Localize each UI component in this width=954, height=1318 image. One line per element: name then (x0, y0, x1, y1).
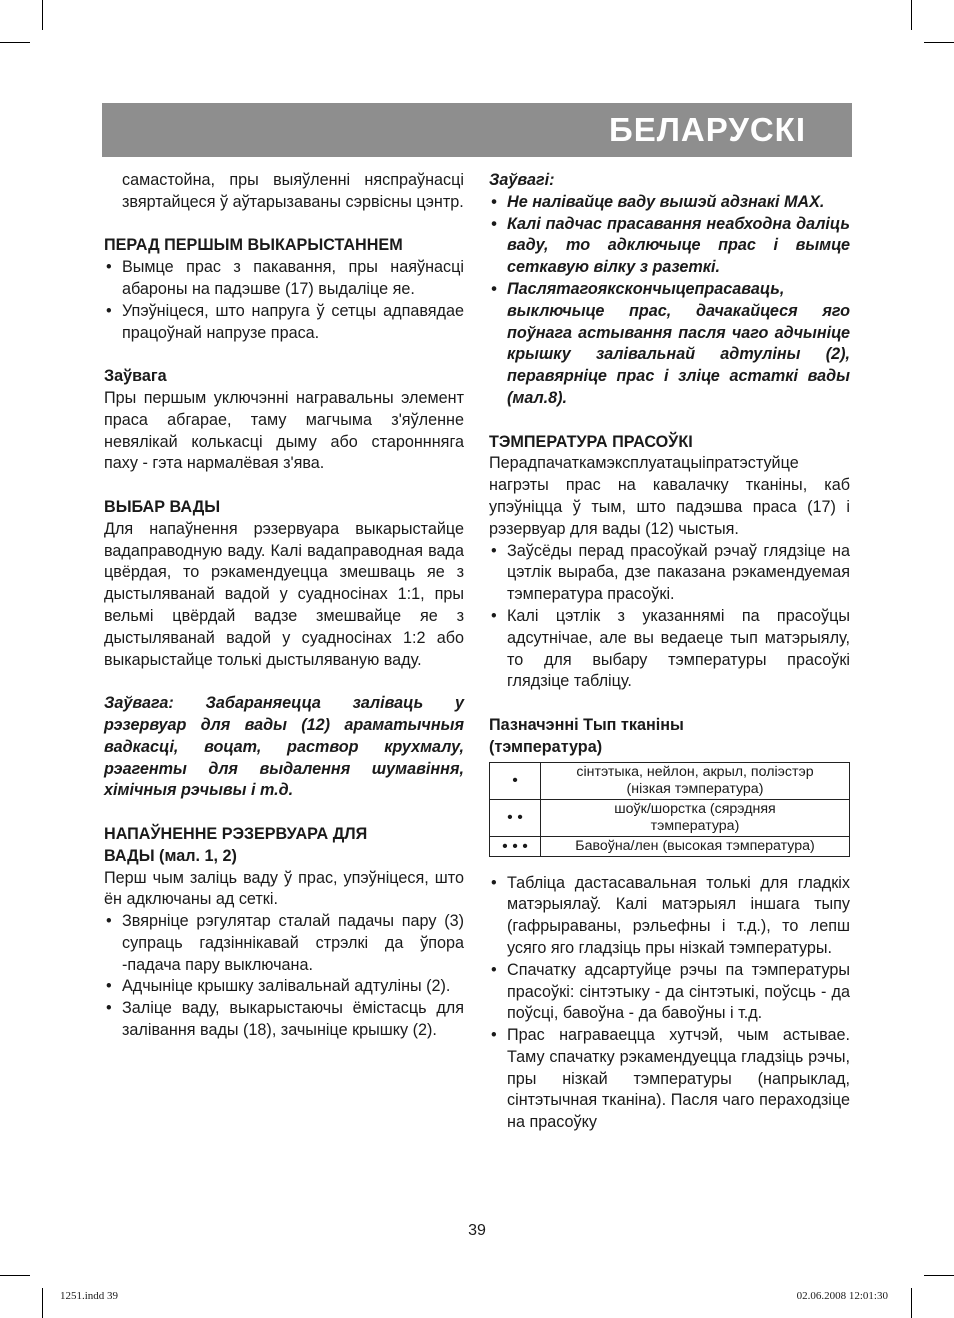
section-text: Для напаўнення рэзервуара выкарыстайце вадаправодную ваду. Калі вадаправодная вада цвёрдая, то рэкамендуецца змешваць яе з дыстыляванай вадой у суадносінах 1:1, пры вельмі цвёрдай вадзе змешвайце яе з дыстыляванай вадой у суадносінах 1:2 або выкарыстайце толькі дыстыляваную ваду. (104, 519, 464, 669)
language-header-bar (102, 103, 852, 157)
list-item: • Упэўніцеся, што напруга ў сетцы адпавядае працоўнай напрузе праса. (104, 301, 464, 345)
bullet-list (489, 873, 850, 1135)
page-number: 39 (468, 1222, 486, 1239)
crop-mark (0, 42, 30, 43)
list-item: • Заліце ваду, выкарыстаючы ёмістасць для залівання вады (18), зачыніце крышку (2). (104, 998, 464, 1042)
temperature-mark: • (490, 762, 541, 799)
footer-timestamp: 02.06.2008 12:01:30 (796, 1290, 888, 1302)
bullet-list (104, 911, 464, 1042)
list-item: • Прас награваецца хутчэй, чым астывае. Таму спачатку рэкамендуецца гладзіць рэчы, пры нізкай тэмпературы (напрыклад, сінтэтычная тканіна). Пасля чаго пераходзіце на прасоўку (489, 1025, 850, 1134)
note-text: Пры першым уключэнні награвальны элемент праса абгарае, таму магчыма з'яўленне невялікай колькасці дыму або староннняга паху - гэта нармалёвая з'ява. (104, 388, 464, 473)
footer-file-info: 1251.indd 39 (60, 1290, 119, 1302)
right-column (489, 170, 850, 1134)
note-title: Заўвага (104, 367, 167, 386)
list-item: • Звярніце рэгулятар сталай падачы пару (3) супраць гадзіннікавай стрэлкі да ўпора -падача пару выключана. (104, 911, 464, 976)
table-row (490, 762, 850, 799)
temperature-table (489, 762, 850, 857)
crop-mark (42, 0, 43, 30)
crop-mark (911, 0, 912, 30)
left-column (104, 170, 464, 1042)
language-title: БЕЛАРУСКІ (609, 111, 806, 148)
fabric-type: шоўк/шорстка (сярэдняя тэмпература) (541, 799, 850, 836)
bullet-list (489, 192, 850, 410)
temperature-mark: • • (490, 799, 541, 836)
fabric-type: Бавоўна/лен (высокая тэмпература) (541, 836, 850, 856)
list-item: • Табліца дастасавальная толькі для гладкіх матэрыялаў. Калі матэрыял іншага тыпу (гафрыраваны, рэльефны і т.д.), то лепш усяго яго гладзіць пры нізкай тэмпературы. (489, 873, 850, 960)
section-text: Перадпачаткамэксплуатацыіпратэстуйце нагрэты прас на кавалачку тканіны, каб упэўніцца ў тым, што падэшва праса (17) і рэзервуар для вады (12) чыстыя. (489, 454, 850, 538)
list-item: • Калі падчас прасавання неабходна даліць ваду, то адключыце прас і вымце сеткавую вілку з разеткі. (489, 214, 850, 279)
bullet-list (104, 257, 464, 344)
notes-title: Заўвагі: (489, 171, 555, 189)
crop-mark (924, 1275, 954, 1276)
section-title: ВЫБАР ВАДЫ (104, 497, 221, 516)
section-title: НАПАЎНЕННЕ РЭЗЕРВУАРА ДЛЯ (104, 824, 368, 843)
temperature-mark: • • • (490, 836, 541, 856)
crop-mark (911, 1288, 912, 1318)
section-title: ПЕРАД ПЕРШЫМ ВЫКАРЫСТАННЕМ (104, 236, 403, 255)
table-header: Пазначэнні Тып тканіны (489, 715, 684, 734)
list-item: • Вымце прас з пакавання, пры наяўнасці абароны на падэшве (17) выдаліце яе. (104, 257, 464, 301)
list-item: • Калі цэтлік з указаннямі па прасоўцы адсутнічае, але вы ведаеце тып матэрыялу, то для выбару тэмпературы прасоўкі глядзіце табліцу. (489, 606, 850, 693)
table-row (490, 799, 850, 836)
bullet-list (489, 541, 850, 694)
section-text: Перш чым заліць ваду ў прас, упэўніцеся, што ён адключаны ад сеткі. (104, 868, 464, 909)
list-item: • Заўсёды перад прасоўкай рэчаў глядзіце на цэтлік выраба, дзе паказана рэкамендуемая тэмпература прасоўкі. (489, 541, 850, 606)
section-title: ВАДЫ (мал. 1, 2) (104, 846, 237, 865)
list-item: • Спачатку адсартуйце рэчы па тэмпературы прасоўкі: сінтэтыку - да сінтэтыкі, поўсць - да поўсці, бавоўна - да бавоўны і т.д. (489, 960, 850, 1025)
list-item: • Адчыніце крышку залівальнай адтуліны (2). (104, 976, 464, 998)
intro-text: самастойна, пры выяўленні няспраўнасці звяртайцеся ў аўтарызаваны сэрвісны цэнтр. (122, 171, 464, 211)
warning-note: Заўвага: Забараняецца заліваць у рэзервуар для вады (12) араматычныя вадкасці, воцат, раствор крухмалу, рэагенты для выдалення шумавіння, хімічныя рэчывы і т.д. (104, 694, 464, 800)
table-header: (тэмпература) (489, 737, 603, 756)
section-title: ТЭМПЕРАТУРА ПРАСОЎКІ (489, 432, 693, 451)
list-item: • Не налівайце ваду вышэй адзнакі MAX. (489, 192, 850, 214)
fabric-type: сінтэтыка, нейлон, акрыл, поліэстэр (нізкая тэмпература) (541, 762, 850, 799)
crop-mark (42, 1288, 43, 1318)
table-row (490, 836, 850, 856)
crop-mark (0, 1275, 30, 1276)
crop-mark (924, 42, 954, 43)
list-item: • Паслятагоякскончыцепрасаваць, выключыце прас, дачакайцеся яго поўнага астывання пасля чаго адчыніце крышку залівальнай адтуліны (2), перавярніце прас і зліце астаткі вады (мал.8). (489, 279, 850, 410)
